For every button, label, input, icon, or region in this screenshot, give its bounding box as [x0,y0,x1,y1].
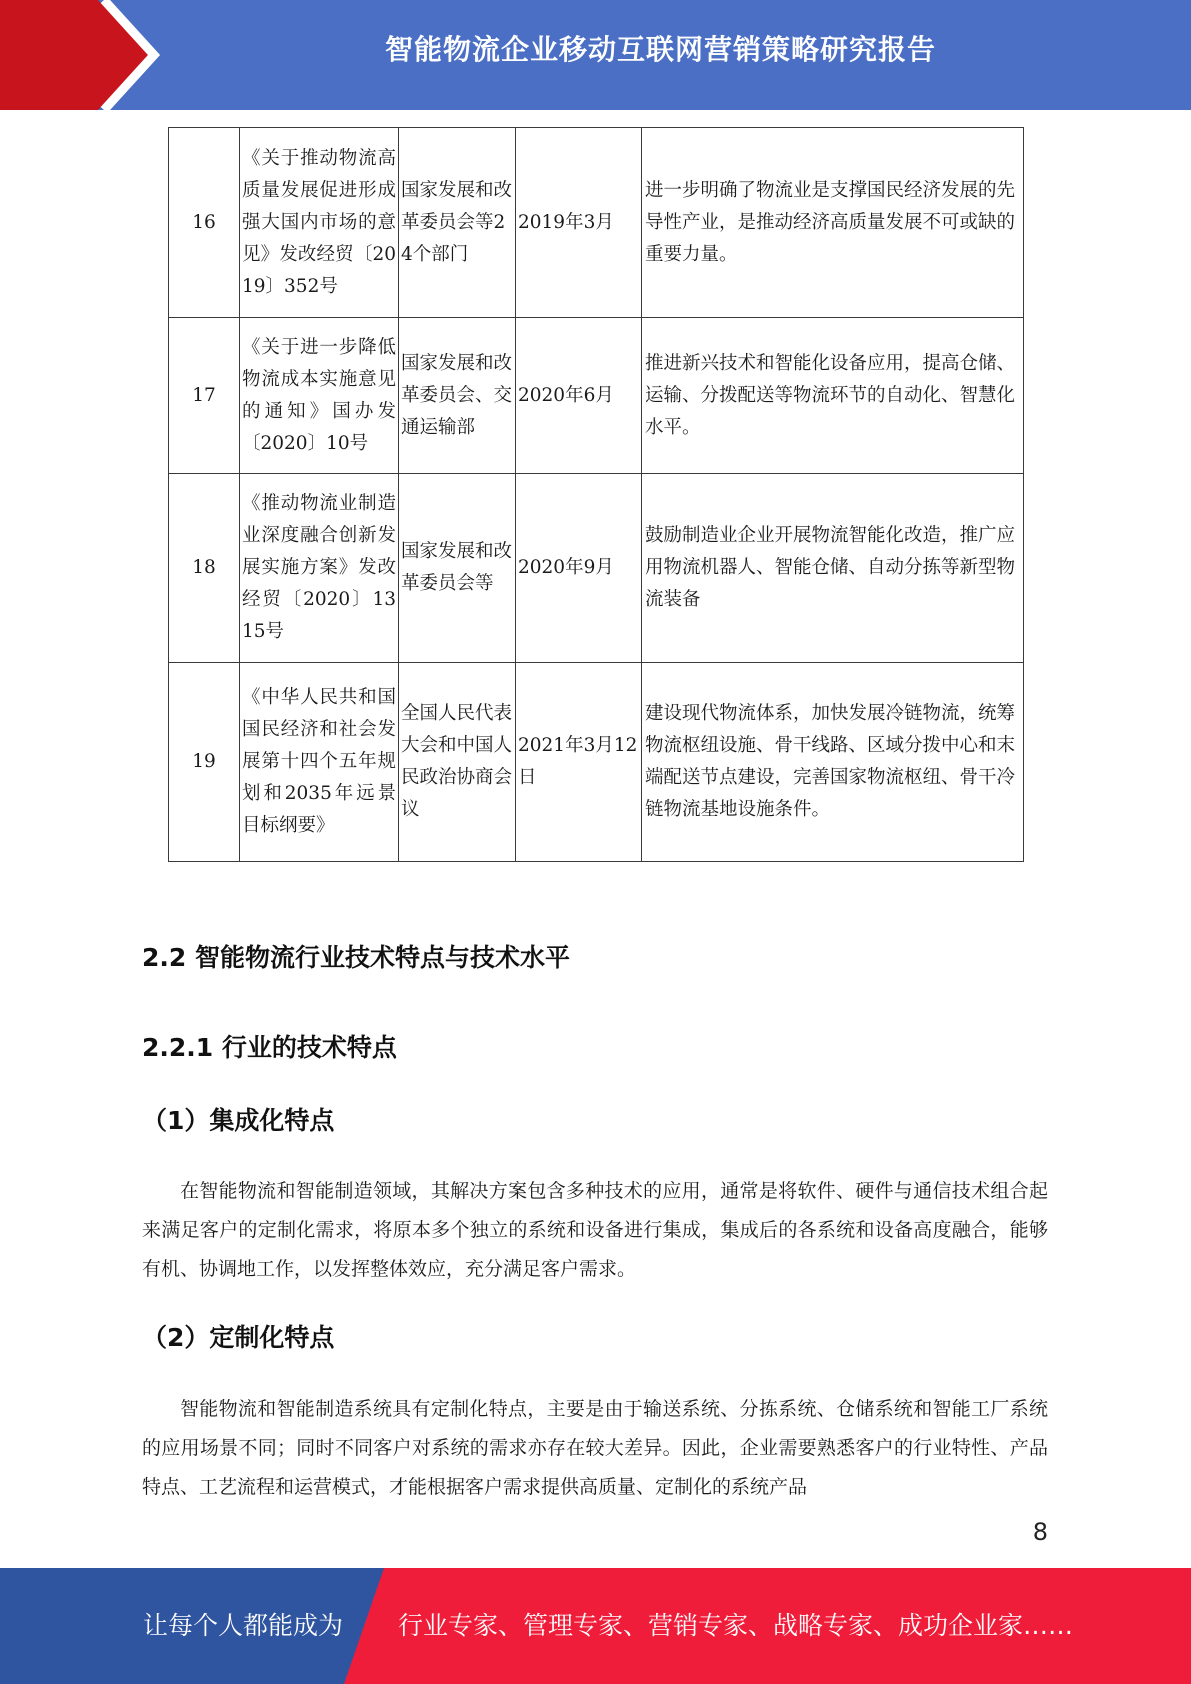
section-heading: 2.2 智能物流行业技术特点与技术水平 [142,943,570,972]
footer-slogan-right: 行业专家、管理专家、营销专家、战略专家、成功企业家…… [398,1611,1074,1640]
issue-date: 2020年9月 [516,474,642,663]
policy-content: 推进新兴技术和智能化设备应用，提高仓储、运输、分拨配送等物流环节的自动化、智慧化水平。 [642,318,1024,474]
issue-date: 2021年3月12日 [516,663,642,862]
policy-content: 建设现代物流体系，加快发展冷链物流，统筹物流枢纽设施、骨干线路、区域分拨中心和末端配送节点建设，完善国家物流枢纽、骨干冷链物流基地设施条件。 [642,663,1024,862]
issuing-authority: 国家发展和改革委员会、交通运输部 [399,318,516,474]
issue-date: 2019年3月 [516,128,642,318]
customization-heading: （2）定制化特点 [142,1323,335,1352]
page-number: 8 [1032,1518,1048,1546]
row-number: 19 [169,663,240,862]
header-banner [0,0,1191,110]
row-number: 18 [169,474,240,663]
table-row [169,474,1024,663]
policy-content: 鼓励制造业企业开展物流智能化改造，推广应用物流机器人、智能仓储、自动分拣等新型物流装备 [642,474,1024,663]
footer-banner [0,1568,1191,1684]
subsection-heading: 2.2.1 行业的技术特点 [142,1033,397,1062]
issue-date: 2020年6月 [516,318,642,474]
table-row [169,663,1024,862]
policy-content: 进一步明确了物流业是支撑国民经济发展的先导性产业，是推动经济高质量发展不可或缺的重要力量。 [642,128,1024,318]
table-row [169,128,1024,318]
policy-table [168,127,1024,862]
footer-slogan-left: 让每个人都能成为 [143,1611,344,1640]
issuing-authority: 国家发展和改革委员会等 [399,474,516,663]
row-number: 17 [169,318,240,474]
row-number: 16 [169,128,240,318]
integration-heading: （1）集成化特点 [142,1106,335,1135]
report-title: 智能物流企业移动互联网营销策略研究报告 [384,33,936,66]
integration-paragraph: 在智能物流和智能制造领域，其解决方案包含多种技术的应用，通常是将软件、硬件与通信技术组合起来满足客户的定制化需求，将原本多个独立的系统和设备进行集成，集成后的各系统和设备高度融合，能够有机、协调地工作，以发挥整体效应，充分满足客户需求。 [142,1180,1048,1280]
customization-paragraph: 智能物流和智能制造系统具有定制化特点，主要是由于输送系统、分拣系统、仓储系统和智能工厂系统的应用场景不同；同时不同客户对系统的需求亦存在较大差异。因此，企业需要熟悉客户的行业特性、产品特点、工艺流程和运营模式，才能根据客户需求提供高质量、定制化的系统产品 [142,1398,1048,1498]
table-row [169,318,1024,474]
policy-document: 《关于进一步降低物流成本实施意见的通知》国办发〔2020〕10号 [240,318,399,474]
policy-document: 《推动物流业制造业深度融合创新发展实施方案》发改经贸〔2020〕1315号 [240,474,399,663]
issuing-authority: 全国人民代表大会和中国人民政治协商会议 [399,663,516,862]
policy-document: 《关于推动物流高质量发展促进形成强大国内市场的意见》发改经贸〔2019〕352号 [240,128,399,318]
issuing-authority: 国家发展和改革委员会等24个部门 [399,128,516,318]
policy-document: 《中华人民共和国国民经济和社会发展第十四个五年规划和2035年远景目标纲要》 [240,663,399,862]
